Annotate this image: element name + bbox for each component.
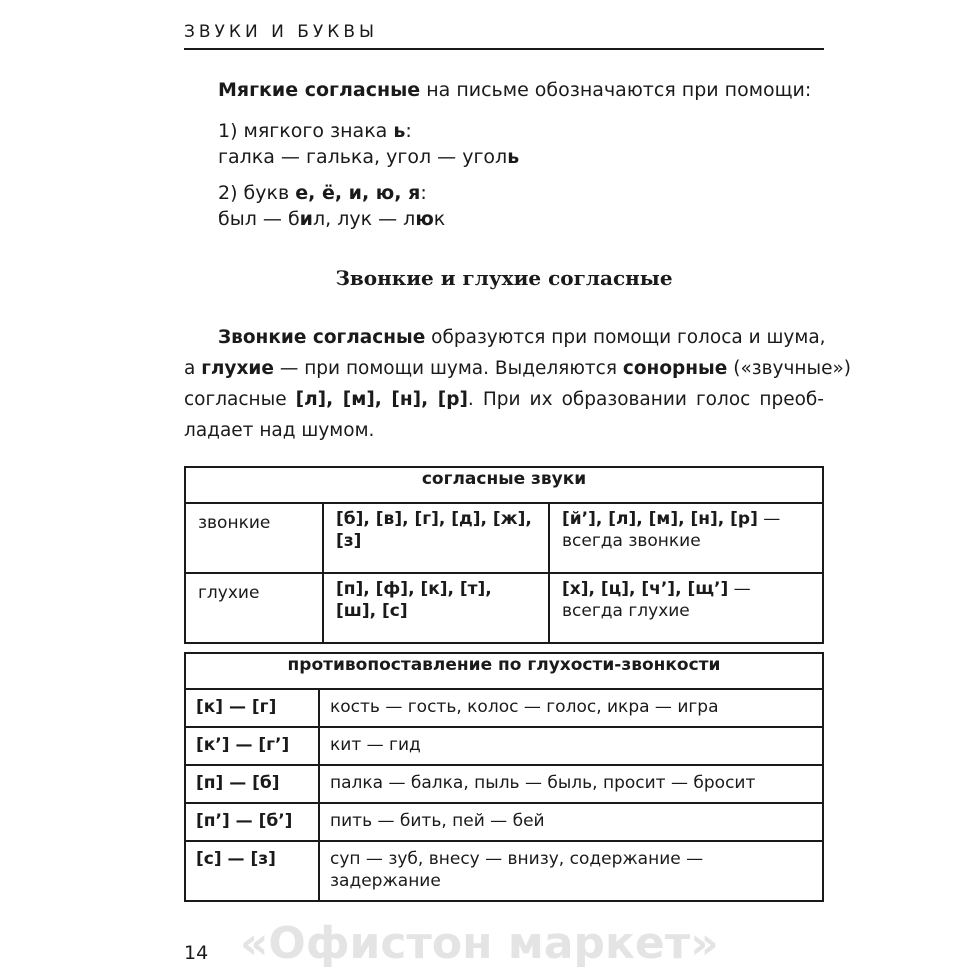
row-label: звонкие — [185, 503, 323, 573]
ex2-b: и — [299, 208, 313, 230]
pair-cell: [с] — [з] — [185, 841, 319, 901]
body-line-2 — [184, 353, 851, 384]
item1-prefix: 1) мягкого знака — [218, 120, 394, 142]
note-sounds: [х], [ц], [ч’], [щ’] — [562, 579, 729, 599]
row-sounds: [п], [ф], [к], [т], [ш], [с] — [323, 573, 549, 643]
soft-consonants-intro — [218, 74, 811, 106]
ex2-e: к — [433, 208, 446, 230]
header-rule — [184, 48, 824, 50]
intro-text: на письме обозначаются при помощи: — [420, 79, 812, 101]
pair-cell: [к’] — [г’] — [185, 727, 319, 765]
pair-cell: [к] — [г] — [185, 689, 319, 727]
table-row — [185, 841, 823, 901]
body-line-3 — [184, 384, 824, 415]
soft-item-1 — [218, 120, 412, 142]
soft-example-1 — [218, 146, 519, 168]
page-number: 14 — [184, 942, 209, 964]
row-note — [549, 503, 823, 573]
ex2-d: ю — [415, 208, 434, 230]
term-voiced: Звонкие согласные — [218, 327, 426, 348]
table-row — [185, 765, 823, 803]
examples-cell: кость — гость, колос — голос, икра — игра — [319, 689, 823, 727]
item2-suffix: : — [420, 182, 427, 204]
examples-cell: суп — зуб, внесу — внизу, содержание — задержание — [319, 841, 823, 901]
item1-letter: ь — [393, 120, 406, 142]
section-title: Звонкие и глухие согласные — [335, 266, 673, 290]
term-soft-consonants: Мягкие согласные — [218, 79, 421, 101]
soft-item-2 — [218, 182, 427, 204]
body-l3-a: согласные — [184, 389, 296, 410]
item2-letters: е, ё, и, ю, я — [295, 182, 421, 204]
ex2-c: л, лук — л — [313, 208, 416, 230]
ex2-a: был — б — [218, 208, 300, 230]
note-text: — всегда звонкие — [562, 509, 781, 551]
body-l2-a: а — [184, 358, 202, 379]
term-sonorant: сонорные — [622, 358, 728, 379]
table-row — [185, 803, 823, 841]
table-row — [185, 503, 823, 573]
voiced-voiceless-paragraph — [184, 322, 851, 446]
watermark: «Офистон маркет» — [240, 918, 719, 969]
body-line-4: ладает над шумом. — [184, 420, 375, 441]
body-l2-c: («звучные») — [727, 358, 851, 379]
table-row — [185, 573, 823, 643]
table1-header: согласные звуки — [185, 467, 823, 503]
ex1-text: галка — галька, угол — угол — [218, 146, 508, 168]
sonorant-sounds: [л], [м], [н], [р] — [295, 389, 468, 410]
body-line-1 — [184, 322, 824, 353]
item1-suffix: : — [405, 120, 412, 142]
item2-prefix: 2) букв — [218, 182, 296, 204]
body-l2-b: — при помощи шума. Выделяются — [273, 358, 623, 379]
pair-cell: [п’] — [б’] — [185, 803, 319, 841]
examples-cell: палка — балка, пыль — быль, просит — бросит — [319, 765, 823, 803]
table-row — [185, 689, 823, 727]
note-text: — всегда глухие — [562, 579, 751, 621]
body-l1-text: образуются при помощи голоса и шума, — [425, 327, 826, 348]
examples-cell: кит — гид — [319, 727, 823, 765]
row-label: глухие — [185, 573, 323, 643]
ex1-bold: ь — [507, 146, 520, 168]
row-note — [549, 573, 823, 643]
term-voiceless: глухие — [201, 358, 274, 379]
examples-cell: пить — бить, пей — бей — [319, 803, 823, 841]
consonant-sounds-table — [184, 466, 824, 644]
running-header: ЗВУКИ И БУКВЫ — [184, 22, 378, 42]
table-row — [185, 727, 823, 765]
table2-header: противопоставление по глухости-звонкости — [185, 653, 823, 689]
note-sounds: [й’], [л], [м], [н], [р] — [562, 509, 758, 529]
pair-cell: [п] — [б] — [185, 765, 319, 803]
soft-example-2 — [218, 208, 445, 230]
opposition-table — [184, 652, 824, 902]
body-l3-b: . При их образовании голос преоб- — [467, 389, 824, 410]
row-sounds: [б], [в], [г], [д], [ж], [з] — [323, 503, 549, 573]
